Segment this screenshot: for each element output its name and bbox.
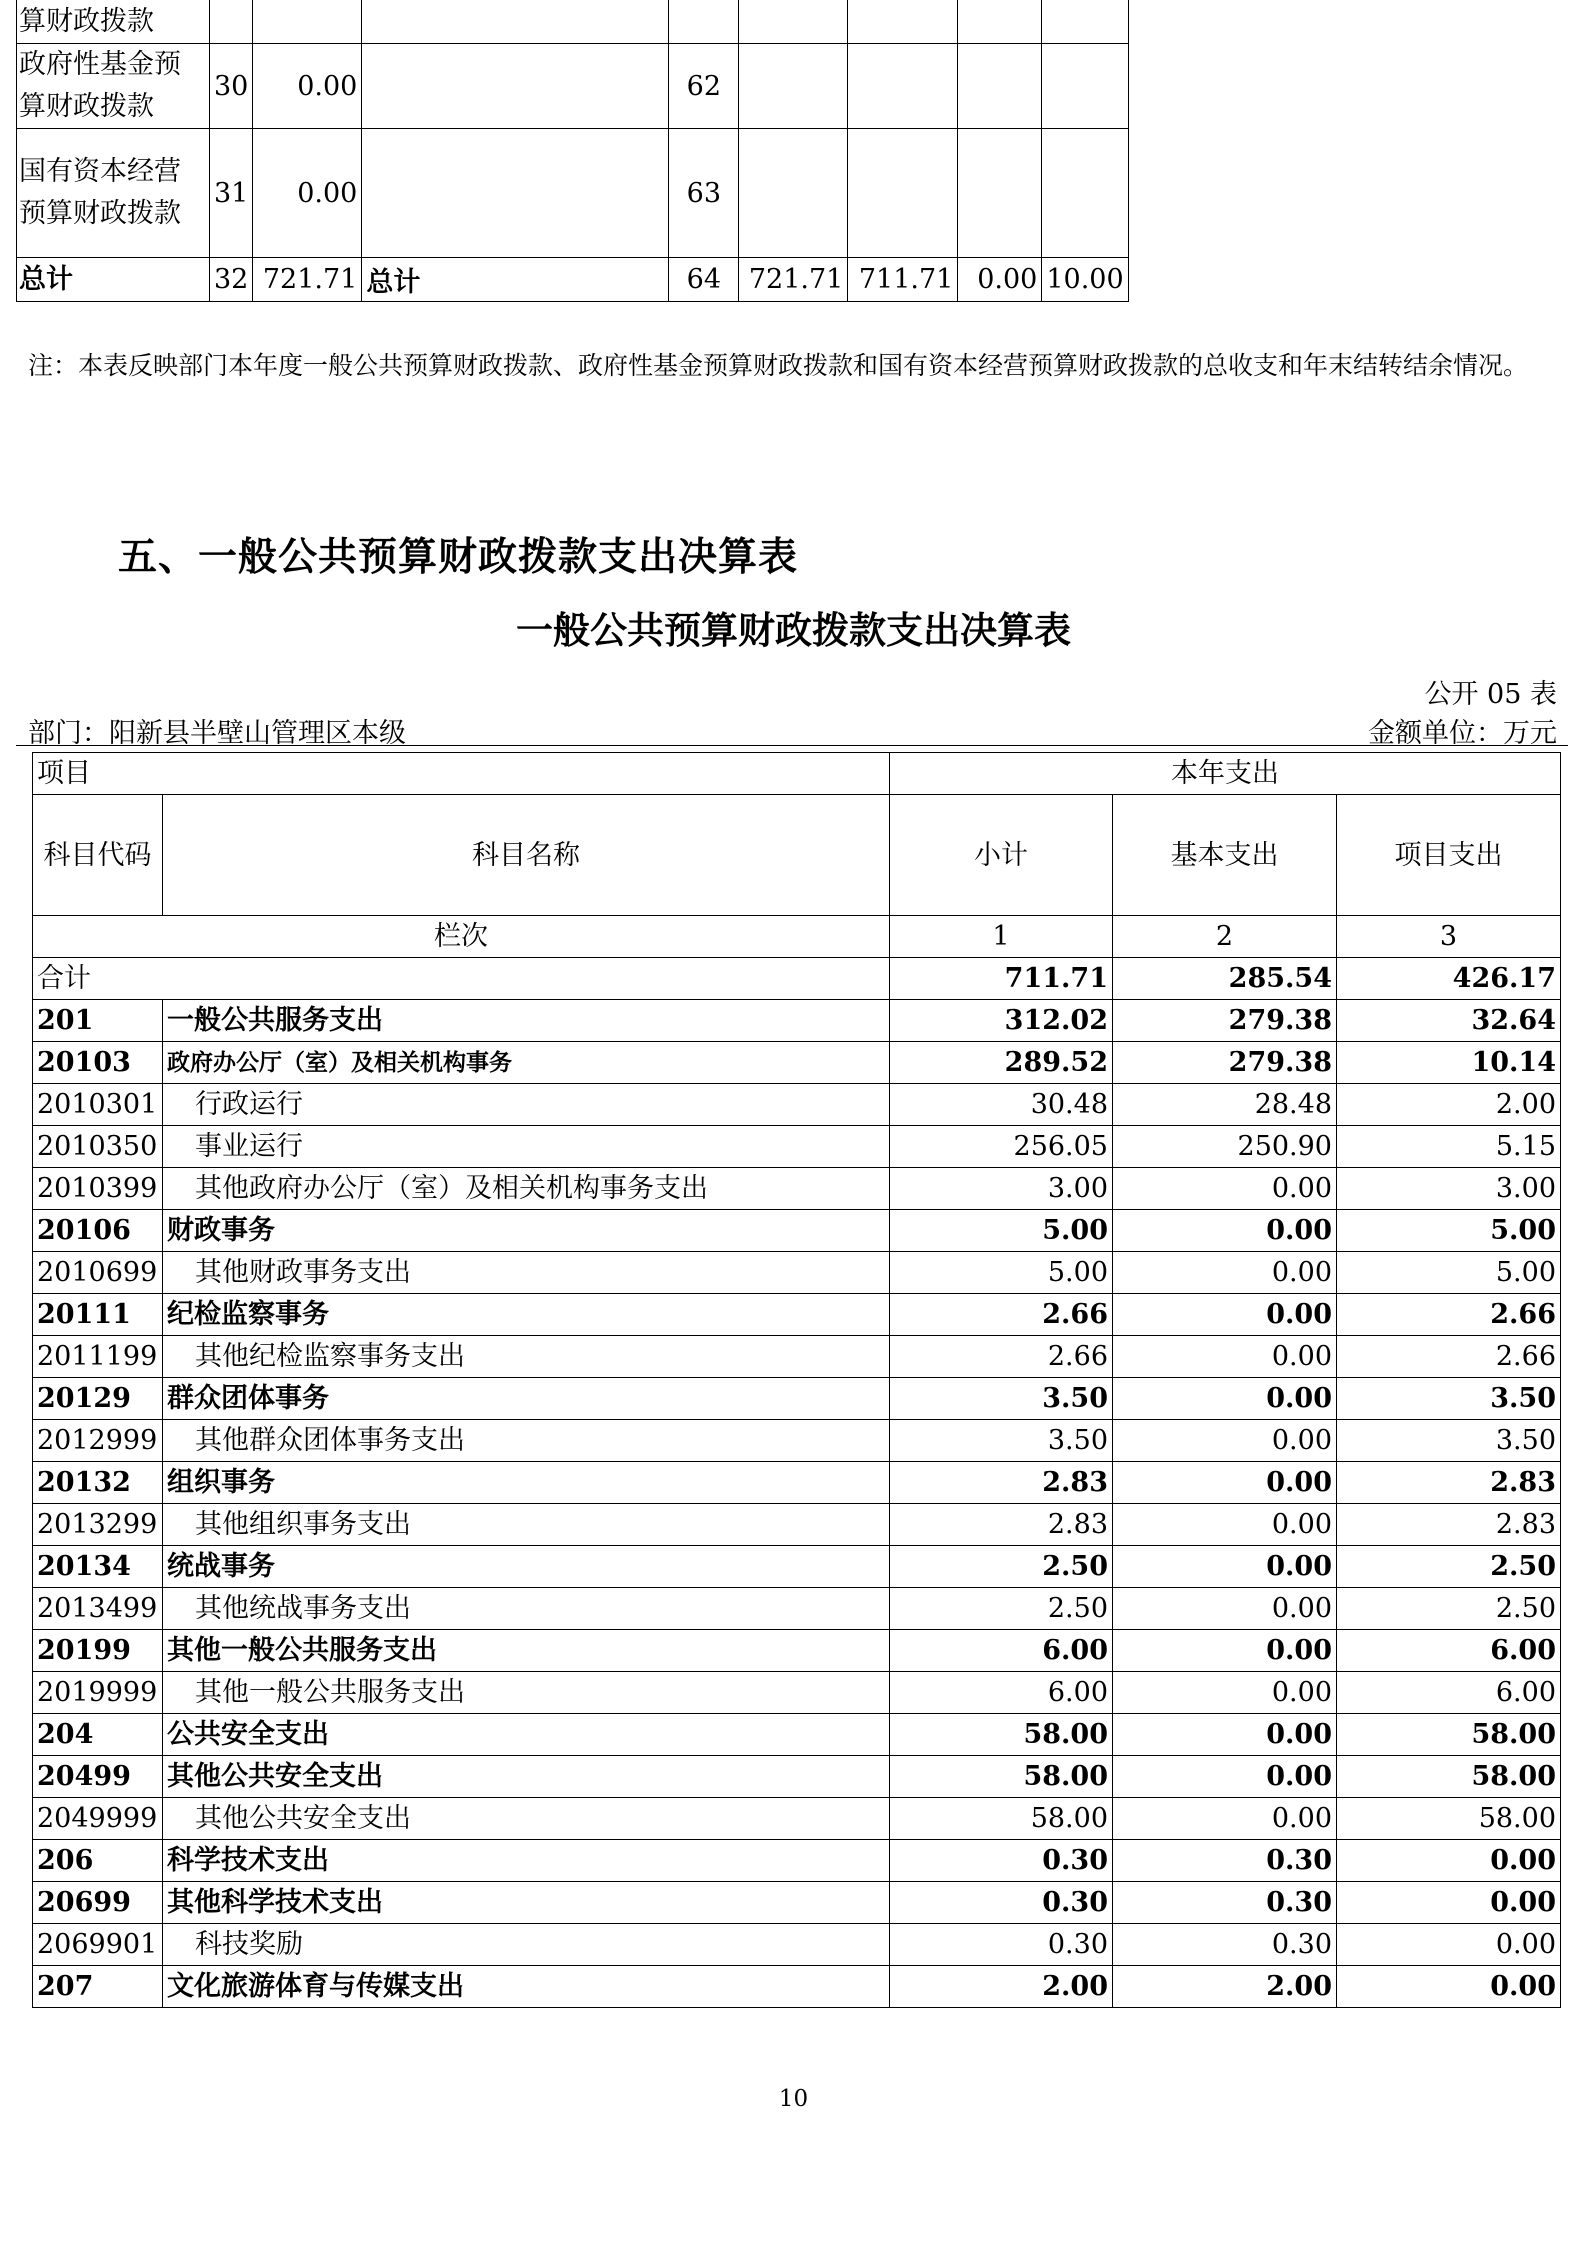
header-row-1 bbox=[33, 753, 1561, 795]
row-right-label bbox=[362, 0, 669, 44]
row-name: 统战事务 bbox=[163, 1546, 890, 1588]
row-basic: 0.00 bbox=[1113, 1210, 1337, 1252]
row-value-4 bbox=[1042, 44, 1128, 129]
row-subtotal: 58.00 bbox=[890, 1798, 1113, 1840]
header-name: 科目名称 bbox=[163, 795, 890, 916]
row-value-1 bbox=[739, 129, 848, 258]
row-label: 总计 bbox=[17, 258, 210, 302]
row-subtotal: 2.50 bbox=[890, 1546, 1113, 1588]
row-code: 2010301 bbox=[33, 1084, 163, 1126]
row-basic: 279.38 bbox=[1113, 1042, 1337, 1084]
row-subtotal: 2.83 bbox=[890, 1462, 1113, 1504]
table-note: 注：本表反映部门本年度一般公共预算财政拨款、政府性基金预算财政拨款和国有资本经营预算财政拨款的总收支和年末结转结余情况。 bbox=[28, 351, 1529, 380]
table-row bbox=[33, 1882, 1561, 1924]
row-value-2: 711.71 bbox=[848, 258, 958, 302]
row-code: 20134 bbox=[33, 1546, 163, 1588]
row-code: 207 bbox=[33, 1966, 163, 2008]
row-amount: 0.00 bbox=[253, 129, 362, 258]
row-basic: 0.00 bbox=[1113, 1756, 1337, 1798]
column-order-row bbox=[33, 916, 1561, 958]
table-row bbox=[33, 1378, 1561, 1420]
continuation-row bbox=[17, 258, 1129, 302]
row-subtotal: 6.00 bbox=[890, 1672, 1113, 1714]
expenditure-table bbox=[32, 752, 1561, 2008]
row-name: 其他公共安全支出 bbox=[163, 1756, 890, 1798]
row-line-number: 32 bbox=[210, 258, 253, 302]
row-code: 20111 bbox=[33, 1294, 163, 1336]
table-row bbox=[33, 1840, 1561, 1882]
row-value-1: 721.71 bbox=[739, 258, 848, 302]
row-code: 201 bbox=[33, 1000, 163, 1042]
row-value-3 bbox=[958, 129, 1042, 258]
row-name: 其他财政事务支出 bbox=[163, 1252, 890, 1294]
row-right-line-number: 63 bbox=[669, 129, 739, 258]
row-name: 其他组织事务支出 bbox=[163, 1504, 890, 1546]
row-subtotal: 5.00 bbox=[890, 1252, 1113, 1294]
total-project: 426.17 bbox=[1337, 958, 1561, 1000]
row-value-2 bbox=[848, 0, 958, 44]
row-label: 政府性基金预算财政拨款 bbox=[17, 44, 210, 129]
row-code: 2013499 bbox=[33, 1588, 163, 1630]
row-name: 文化旅游体育与传媒支出 bbox=[163, 1966, 890, 2008]
row-line-number: 31 bbox=[210, 129, 253, 258]
table-row bbox=[33, 1630, 1561, 1672]
row-subtotal: 2.83 bbox=[890, 1504, 1113, 1546]
row-line-number: 30 bbox=[210, 44, 253, 129]
row-name: 其他政府办公厅（室）及相关机构事务支出 bbox=[163, 1168, 890, 1210]
table-row bbox=[33, 1336, 1561, 1378]
total-label: 合计 bbox=[33, 958, 890, 1000]
row-subtotal: 0.30 bbox=[890, 1924, 1113, 1966]
row-code: 20199 bbox=[33, 1630, 163, 1672]
header-rule bbox=[16, 745, 1568, 746]
row-project: 58.00 bbox=[1337, 1756, 1561, 1798]
row-project: 6.00 bbox=[1337, 1630, 1561, 1672]
header-basic: 基本支出 bbox=[1113, 795, 1337, 916]
total-subtotal: 711.71 bbox=[890, 958, 1113, 1000]
row-basic: 0.00 bbox=[1113, 1672, 1337, 1714]
row-basic: 0.00 bbox=[1113, 1420, 1337, 1462]
table-row bbox=[33, 1672, 1561, 1714]
column-order-label: 栏次 bbox=[33, 916, 890, 958]
table-code: 公开 05 表 bbox=[1424, 679, 1557, 710]
row-subtotal: 3.50 bbox=[890, 1378, 1113, 1420]
table-row bbox=[33, 1588, 1561, 1630]
row-basic: 0.30 bbox=[1113, 1924, 1337, 1966]
row-value-2 bbox=[848, 44, 958, 129]
row-name: 其他一般公共服务支出 bbox=[163, 1672, 890, 1714]
row-right-label: 总计 bbox=[362, 258, 669, 302]
row-basic: 0.00 bbox=[1113, 1378, 1337, 1420]
row-code: 2013299 bbox=[33, 1504, 163, 1546]
row-name: 组织事务 bbox=[163, 1462, 890, 1504]
total-basic: 285.54 bbox=[1113, 958, 1337, 1000]
row-subtotal: 2.66 bbox=[890, 1294, 1113, 1336]
row-name: 财政事务 bbox=[163, 1210, 890, 1252]
page-number: 10 bbox=[778, 2086, 809, 2112]
row-value-3 bbox=[958, 0, 1042, 44]
row-value-2 bbox=[848, 129, 958, 258]
row-project: 0.00 bbox=[1337, 1966, 1561, 2008]
row-basic: 0.00 bbox=[1113, 1294, 1337, 1336]
row-project: 0.00 bbox=[1337, 1840, 1561, 1882]
row-label: 算财政拨款 bbox=[17, 0, 210, 44]
row-code: 206 bbox=[33, 1840, 163, 1882]
row-project: 2.83 bbox=[1337, 1462, 1561, 1504]
row-project: 2.50 bbox=[1337, 1588, 1561, 1630]
total-row bbox=[33, 958, 1561, 1000]
row-amount bbox=[253, 0, 362, 44]
row-basic: 28.48 bbox=[1113, 1084, 1337, 1126]
row-code: 2010699 bbox=[33, 1252, 163, 1294]
header-project: 项目 bbox=[33, 753, 890, 795]
row-name: 其他统战事务支出 bbox=[163, 1588, 890, 1630]
row-code: 2049999 bbox=[33, 1798, 163, 1840]
table-row bbox=[33, 1756, 1561, 1798]
continuation-row bbox=[17, 129, 1129, 258]
row-name: 科技奖励 bbox=[163, 1924, 890, 1966]
row-basic: 0.00 bbox=[1113, 1252, 1337, 1294]
table-row bbox=[33, 1798, 1561, 1840]
row-value-4 bbox=[1042, 129, 1128, 258]
row-project: 0.00 bbox=[1337, 1882, 1561, 1924]
row-project: 3.50 bbox=[1337, 1420, 1561, 1462]
row-right-label bbox=[362, 129, 669, 258]
row-code: 20103 bbox=[33, 1042, 163, 1084]
header-row-2 bbox=[33, 795, 1561, 916]
row-project: 2.66 bbox=[1337, 1294, 1561, 1336]
row-basic: 0.00 bbox=[1113, 1798, 1337, 1840]
row-subtotal: 2.50 bbox=[890, 1588, 1113, 1630]
row-name: 纪检监察事务 bbox=[163, 1294, 890, 1336]
row-subtotal: 58.00 bbox=[890, 1714, 1113, 1756]
row-label: 国有资本经营预算财政拨款 bbox=[17, 129, 210, 258]
row-project: 0.00 bbox=[1337, 1924, 1561, 1966]
table-title: 一般公共预算财政拨款支出决算表 bbox=[516, 609, 1071, 652]
row-value-1 bbox=[739, 0, 848, 44]
row-code: 2011199 bbox=[33, 1336, 163, 1378]
row-code: 2019999 bbox=[33, 1672, 163, 1714]
table-row bbox=[33, 1126, 1561, 1168]
row-amount: 721.71 bbox=[253, 258, 362, 302]
unit-label: 金额单位：万元 bbox=[1368, 718, 1557, 749]
row-basic: 0.00 bbox=[1113, 1546, 1337, 1588]
row-name: 其他一般公共服务支出 bbox=[163, 1630, 890, 1672]
department-label: 部门：阳新县半壁山管理区本级 bbox=[28, 718, 406, 749]
row-right-line-number bbox=[669, 0, 739, 44]
table-row bbox=[33, 1042, 1561, 1084]
row-subtotal: 6.00 bbox=[890, 1630, 1113, 1672]
row-name: 其他群众团体事务支出 bbox=[163, 1420, 890, 1462]
row-subtotal: 5.00 bbox=[890, 1210, 1113, 1252]
row-basic: 0.30 bbox=[1113, 1840, 1337, 1882]
row-basic: 250.90 bbox=[1113, 1126, 1337, 1168]
table-row bbox=[33, 1714, 1561, 1756]
row-code: 2069901 bbox=[33, 1924, 163, 1966]
row-name: 公共安全支出 bbox=[163, 1714, 890, 1756]
row-subtotal: 312.02 bbox=[890, 1000, 1113, 1042]
row-subtotal: 289.52 bbox=[890, 1042, 1113, 1084]
column-order-1: 1 bbox=[890, 916, 1113, 958]
row-code: 20699 bbox=[33, 1882, 163, 1924]
column-order-2: 2 bbox=[1113, 916, 1337, 958]
row-basic: 0.00 bbox=[1113, 1588, 1337, 1630]
row-name: 政府办公厅（室）及相关机构事务 bbox=[163, 1042, 890, 1084]
row-value-3: 0.00 bbox=[958, 258, 1042, 302]
row-code: 20132 bbox=[33, 1462, 163, 1504]
row-basic: 0.00 bbox=[1113, 1504, 1337, 1546]
row-right-label bbox=[362, 44, 669, 129]
row-subtotal: 0.30 bbox=[890, 1840, 1113, 1882]
table-row bbox=[33, 1210, 1561, 1252]
row-value-4 bbox=[1042, 0, 1128, 44]
header-code: 科目代码 bbox=[33, 795, 163, 916]
table-row bbox=[33, 1546, 1561, 1588]
income-expense-continuation-table bbox=[16, 0, 1129, 302]
row-code: 20106 bbox=[33, 1210, 163, 1252]
table-row bbox=[33, 1294, 1561, 1336]
row-basic: 0.00 bbox=[1113, 1336, 1337, 1378]
row-name: 行政运行 bbox=[163, 1084, 890, 1126]
row-project: 6.00 bbox=[1337, 1672, 1561, 1714]
row-project: 3.50 bbox=[1337, 1378, 1561, 1420]
row-project: 32.64 bbox=[1337, 1000, 1561, 1042]
row-name: 一般公共服务支出 bbox=[163, 1000, 890, 1042]
row-project: 2.66 bbox=[1337, 1336, 1561, 1378]
row-project: 5.00 bbox=[1337, 1252, 1561, 1294]
row-basic: 0.00 bbox=[1113, 1168, 1337, 1210]
table-row bbox=[33, 1168, 1561, 1210]
row-code: 20499 bbox=[33, 1756, 163, 1798]
row-basic: 279.38 bbox=[1113, 1000, 1337, 1042]
row-name: 群众团体事务 bbox=[163, 1378, 890, 1420]
row-subtotal: 2.66 bbox=[890, 1336, 1113, 1378]
row-basic: 2.00 bbox=[1113, 1966, 1337, 2008]
table-row bbox=[33, 1000, 1561, 1042]
row-project: 58.00 bbox=[1337, 1798, 1561, 1840]
row-subtotal: 30.48 bbox=[890, 1084, 1113, 1126]
row-code: 204 bbox=[33, 1714, 163, 1756]
row-code: 2012999 bbox=[33, 1420, 163, 1462]
row-name: 其他科学技术支出 bbox=[163, 1882, 890, 1924]
continuation-row bbox=[17, 44, 1129, 129]
column-order-3: 3 bbox=[1337, 916, 1561, 958]
row-basic: 0.30 bbox=[1113, 1882, 1337, 1924]
row-basic: 0.00 bbox=[1113, 1714, 1337, 1756]
table-row bbox=[33, 1084, 1561, 1126]
row-project: 10.14 bbox=[1337, 1042, 1561, 1084]
row-code: 20129 bbox=[33, 1378, 163, 1420]
header-project-expense: 项目支出 bbox=[1337, 795, 1561, 916]
row-right-line-number: 62 bbox=[669, 44, 739, 129]
table-row bbox=[33, 1924, 1561, 1966]
row-value-1 bbox=[739, 44, 848, 129]
row-line-number bbox=[210, 0, 253, 44]
row-basic: 0.00 bbox=[1113, 1462, 1337, 1504]
row-code: 2010399 bbox=[33, 1168, 163, 1210]
row-project: 2.00 bbox=[1337, 1084, 1561, 1126]
row-project: 5.00 bbox=[1337, 1210, 1561, 1252]
row-right-line-number: 64 bbox=[669, 258, 739, 302]
header-current-year: 本年支出 bbox=[890, 753, 1561, 795]
row-basic: 0.00 bbox=[1113, 1630, 1337, 1672]
row-project: 5.15 bbox=[1337, 1126, 1561, 1168]
row-code: 2010350 bbox=[33, 1126, 163, 1168]
row-name: 其他纪检监察事务支出 bbox=[163, 1336, 890, 1378]
row-subtotal: 2.00 bbox=[890, 1966, 1113, 2008]
row-subtotal: 3.50 bbox=[890, 1420, 1113, 1462]
row-project: 2.83 bbox=[1337, 1504, 1561, 1546]
row-name: 其他公共安全支出 bbox=[163, 1798, 890, 1840]
row-project: 2.50 bbox=[1337, 1546, 1561, 1588]
row-value-3 bbox=[958, 44, 1042, 129]
table-row bbox=[33, 1420, 1561, 1462]
row-project: 58.00 bbox=[1337, 1714, 1561, 1756]
table-row bbox=[33, 1462, 1561, 1504]
row-subtotal: 256.05 bbox=[890, 1126, 1113, 1168]
table-row bbox=[33, 1504, 1561, 1546]
row-project: 3.00 bbox=[1337, 1168, 1561, 1210]
row-amount: 0.00 bbox=[253, 44, 362, 129]
row-name: 科学技术支出 bbox=[163, 1840, 890, 1882]
table-row bbox=[33, 1252, 1561, 1294]
header-subtotal: 小计 bbox=[890, 795, 1113, 916]
row-value-4: 10.00 bbox=[1042, 258, 1128, 302]
table-row bbox=[33, 1966, 1561, 2008]
row-subtotal: 3.00 bbox=[890, 1168, 1113, 1210]
row-subtotal: 0.30 bbox=[890, 1882, 1113, 1924]
continuation-row bbox=[17, 0, 1129, 44]
row-subtotal: 58.00 bbox=[890, 1756, 1113, 1798]
row-name: 事业运行 bbox=[163, 1126, 890, 1168]
section-heading: 五、一般公共预算财政拨款支出决算表 bbox=[118, 535, 799, 580]
